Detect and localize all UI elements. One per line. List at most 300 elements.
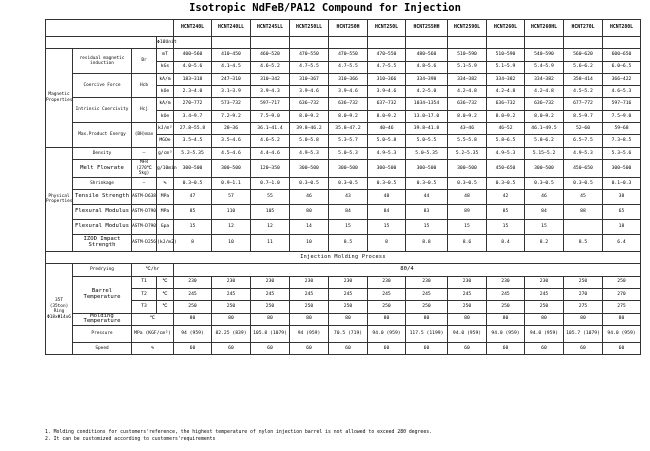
property-unit: ℃ (157, 276, 174, 288)
property-symbol: Hcb (132, 73, 157, 98)
value-cell: 4.2–5.0 (406, 86, 448, 98)
value-cell: 3.5–4.5 (174, 135, 212, 147)
value-cell: 250 (329, 301, 368, 313)
value-cell: 13.0–17.0 (406, 110, 448, 122)
value-cell: 5.8–6.5 (487, 135, 525, 147)
unit-blank-cell (448, 37, 487, 49)
value-cell: 85 (174, 205, 212, 220)
value-cell: 39.8–46.2 (290, 123, 329, 135)
value-cell: 410–450 (212, 49, 251, 61)
value-cell: 5.0–5.5 (406, 135, 448, 147)
grade-header: HCNT250L (368, 20, 406, 37)
value-cell: 8.6 (448, 235, 487, 252)
grade-header: HCNT240L (174, 20, 212, 37)
value-cell: 10 (212, 235, 251, 252)
property-name: IZOD Impact Strength (73, 235, 132, 252)
process-row (46, 288, 641, 300)
value-cell: 46 (525, 190, 564, 205)
value-cell: 12 (251, 220, 290, 235)
property-name: Max.Product Energy (73, 123, 132, 148)
process-row (46, 264, 641, 276)
value-cell: 15 (368, 220, 406, 235)
value-cell: 60 (406, 342, 448, 354)
unit-blank-cell (564, 37, 603, 49)
machine-label: 35T (35ton) Ring Φ18xΦ14x6 (46, 264, 73, 355)
value-cell: 60 (448, 342, 487, 354)
property-name: Coercive Force (73, 73, 132, 98)
value-cell: 8.0–9.2 (368, 110, 406, 122)
physical-row (46, 190, 641, 205)
value-cell: 80 (564, 313, 603, 325)
header-blank (46, 20, 174, 37)
property-symbol: Br (132, 49, 157, 74)
value-cell: 450–650 (487, 159, 525, 177)
value-cell: 18 (603, 220, 641, 235)
value-cell: 60 (251, 342, 290, 354)
value-cell: 470–550 (329, 49, 368, 61)
value-cell: 300–500 (448, 159, 487, 177)
value-cell: 88 (564, 205, 603, 220)
value-cell: 460–520 (251, 49, 290, 61)
value-cell: 60 (603, 342, 641, 354)
value-cell: 8.0–9.2 (487, 110, 525, 122)
unit-blank-cell (487, 37, 525, 49)
property-symbol: MFR (270℃ 5kg) (132, 159, 157, 177)
value-cell: 94.0 (959) (448, 325, 487, 342)
value-cell: 245 (525, 288, 564, 300)
value-cell: 3.9–4.6 (290, 86, 329, 98)
magnetic-row (46, 73, 641, 85)
value-cell: 40–46 (368, 123, 406, 135)
property-symbol: — (132, 147, 157, 159)
value-cell: 250 (406, 301, 448, 313)
value-cell: 4.4–4.6 (251, 147, 290, 159)
grade-header: HCNT240LL (212, 20, 251, 37)
value-cell: 5.2–5.35 (448, 147, 487, 159)
value-cell: 94.0 (959) (525, 325, 564, 342)
value-cell: 110 (212, 205, 251, 220)
physical-row (46, 235, 641, 252)
magnetic-row (46, 123, 641, 135)
process-header-row (46, 252, 641, 264)
value-cell: 8.5 (329, 235, 368, 252)
value-cell: 0.3–0.5 (525, 177, 564, 189)
grade-header: HCNT260L (487, 20, 525, 37)
value-cell: 5.0–5.8 (368, 135, 406, 147)
value-cell: 70.5 (719) (329, 325, 368, 342)
value-cell: 15 (487, 220, 525, 235)
value-cell: 36.1–41.4 (251, 123, 290, 135)
value-cell: 275 (564, 301, 603, 313)
property-symbol: (BH)max (132, 123, 157, 148)
property-unit: (kJ/m2) (157, 235, 174, 252)
property-symbol: ℃/hr (132, 264, 174, 276)
value-cell: 0.3–0.5 (406, 177, 448, 189)
property-symbol: T1 (132, 276, 157, 288)
process-header: Injection Molding Process (46, 252, 641, 264)
value-cell: 4.6–5.2 (251, 61, 290, 73)
value-cell: 0.9–1.1 (212, 177, 251, 189)
value-cell: 5.0–5.8 (290, 135, 329, 147)
property-unit: g/cm³ (157, 147, 174, 159)
value-cell: 48 (368, 190, 406, 205)
value-cell: 636–732 (487, 98, 525, 110)
value-cell: 60 (212, 342, 251, 354)
value-cell: 6.5–7.5 (564, 135, 603, 147)
value-cell: 83 (406, 205, 448, 220)
value-cell: 480–560 (406, 49, 448, 61)
value-cell: 300–500 (368, 159, 406, 177)
value-cell: 2.3–4.0 (174, 86, 212, 98)
value-cell: 8.0–9.2 (329, 110, 368, 122)
value-cell: 0.3–0.5 (290, 177, 329, 189)
value-cell: 0.3–0.5 (564, 177, 603, 189)
value-cell: 245 (251, 288, 290, 300)
property-symbol: Hcj (132, 98, 157, 123)
value-cell: 84 (525, 205, 564, 220)
value-cell: 7.5–9.0 (251, 110, 290, 122)
value-cell: 65 (603, 205, 641, 220)
magnetic-row (46, 49, 641, 61)
value-cell: 59–68 (603, 123, 641, 135)
process-row (46, 276, 641, 288)
physical-row (46, 177, 641, 189)
value-cell: 183–318 (174, 73, 212, 85)
document-title: Isotropic NdFeB/PA12 Compound for Injection (189, 2, 461, 14)
value-cell: 310–342 (251, 73, 290, 85)
value-cell: 4.2–4.8 (525, 86, 564, 98)
property-name: Melt Flowrate (73, 159, 132, 177)
value-cell: 82.25 (839) (212, 325, 251, 342)
property-unit: mT (157, 49, 174, 61)
value-cell: 245 (368, 288, 406, 300)
value-cell: 4.2–4.8 (487, 86, 525, 98)
property-unit: kJ/m³ (157, 123, 174, 135)
value-cell: 677–772 (564, 98, 603, 110)
value-cell: 5.5–5.8 (448, 135, 487, 147)
process-row (46, 301, 641, 313)
value-cell: 597–717 (251, 98, 290, 110)
value-cell: 105.8 (1079) (251, 325, 290, 342)
value-cell: 510–590 (487, 49, 525, 61)
value-cell: 57 (212, 190, 251, 205)
value-cell: 636–732 (290, 98, 329, 110)
spec-table-container (45, 19, 640, 355)
value-cell: 245 (487, 288, 525, 300)
value-cell: 8.0–9.2 (525, 110, 564, 122)
value-cell: 8.5–9.7 (564, 110, 603, 122)
value-cell: 510–590 (448, 49, 487, 61)
value-cell: 300–500 (174, 159, 212, 177)
value-cell: 44 (406, 190, 448, 205)
grade-header: HCNT270L (564, 20, 603, 37)
property-symbol: ASTM-D638 (132, 190, 157, 205)
category-physical: Physical Properties (46, 147, 73, 251)
value-cell: 4.5–5.2 (564, 86, 603, 98)
value-cell: 60 (174, 342, 212, 354)
property-name: Speed (73, 342, 132, 354)
property-unit: ℃ (157, 288, 174, 300)
value-cell: 4.9–5.3 (564, 147, 603, 159)
header-row (46, 20, 641, 37)
value-cell: 8 (174, 235, 212, 252)
value-cell: 5.2–5.35 (174, 147, 212, 159)
property-name: Flexural Modulus (73, 205, 132, 220)
value-cell: 450–650 (564, 159, 603, 177)
property-name: Shrinkage (73, 177, 132, 189)
value-cell: 6.0–6.5 (603, 61, 641, 73)
value-cell: 7.2–9.2 (212, 110, 251, 122)
value-cell: 80 (368, 313, 406, 325)
property-name: Intrinsic Coercivity (73, 98, 132, 123)
value-cell: 117.5 (1199) (406, 325, 448, 342)
value-cell: 250 (212, 301, 251, 313)
value-cell: 94 (959) (174, 325, 212, 342)
property-symbol: T3 (132, 301, 157, 313)
value-cell: 43–46 (448, 123, 487, 135)
property-unit: kGs (157, 61, 174, 73)
property-unit: MPa (157, 205, 174, 220)
value-cell: 94.0 (959) (603, 325, 641, 342)
value-cell: 250 (487, 301, 525, 313)
value-cell: 358–414 (564, 73, 603, 85)
property-name: Predrying (73, 264, 132, 276)
value-cell: 4.9–5.3 (290, 147, 329, 159)
property-symbol: — (132, 177, 157, 189)
merged-value: 80/4 (174, 264, 641, 276)
value-cell: 245 (329, 288, 368, 300)
value-cell: 637–732 (368, 98, 406, 110)
value-cell: 94 (959) (290, 325, 329, 342)
value-cell: 230 (406, 276, 448, 288)
property-unit: ℃ (157, 301, 174, 313)
value-cell: 46.1–49.5 (525, 123, 564, 135)
value-cell: 5.6–6.2 (564, 61, 603, 73)
value-cell: 80 (525, 313, 564, 325)
property-symbol: ℃ (132, 313, 174, 325)
value-cell: 85 (487, 205, 525, 220)
value-cell: 5.8–6.2 (525, 135, 564, 147)
property-name: Tensile Strength (73, 190, 132, 205)
value-cell: 80 (251, 313, 290, 325)
value-cell: 80 (174, 313, 212, 325)
property-unit: kA/m (157, 73, 174, 85)
value-cell: 35.8–47.2 (329, 123, 368, 135)
value-cell: 250 (603, 276, 641, 288)
value-cell: 60 (290, 342, 329, 354)
process-row (46, 325, 641, 342)
value-cell: 94.0 (959) (487, 325, 525, 342)
value-cell: 300–500 (329, 159, 368, 177)
physical-row (46, 159, 641, 177)
value-cell: 84 (368, 205, 406, 220)
value-cell: 38 (603, 190, 641, 205)
value-cell: 45 (564, 190, 603, 205)
value-cell: 15 (174, 220, 212, 235)
physical-row (46, 220, 641, 235)
value-cell: 636–732 (525, 98, 564, 110)
value-cell: 310–367 (290, 73, 329, 85)
value-cell: 0.3–0.5 (174, 177, 212, 189)
category-magnetic: Magnetic Properties (46, 49, 73, 147)
note-2: 2. It can be customized according to customers'requirements (45, 437, 216, 442)
value-cell: 4.7–5.5 (368, 61, 406, 73)
grade-header: HCNT280L (603, 20, 641, 37)
value-cell: 3.5–4.6 (212, 135, 251, 147)
value-cell: 275 (603, 301, 641, 313)
property-symbol: % (132, 342, 174, 354)
value-cell: 80 (406, 313, 448, 325)
unit-blank-cell (406, 37, 448, 49)
value-cell: 47 (174, 190, 212, 205)
grade-header: HCNT260HL (525, 20, 564, 37)
value-cell: 15 (525, 220, 564, 235)
spec-table (45, 19, 641, 355)
value-cell: 250 (174, 301, 212, 313)
value-cell: 15 (406, 220, 448, 235)
physical-row (46, 205, 641, 220)
value-cell: 310–366 (368, 73, 406, 85)
property-unit: MPa (157, 190, 174, 205)
value-cell: 60 (487, 342, 525, 354)
value-cell: 245 (448, 288, 487, 300)
value-cell: 230 (290, 276, 329, 288)
value-cell: 0.3–0.5 (329, 177, 368, 189)
value-cell: 560–620 (564, 49, 603, 61)
value-cell: 573–732 (212, 98, 251, 110)
value-cell: 8.0–9.2 (290, 110, 329, 122)
value-cell: 245 (290, 288, 329, 300)
value-cell: 80 (448, 313, 487, 325)
magnetic-row (46, 98, 641, 110)
value-cell: 48 (448, 190, 487, 205)
value-cell: 250 (368, 301, 406, 313)
property-unit: kOe (157, 110, 174, 122)
value-cell: 6.4 (603, 235, 641, 252)
value-cell: 540–590 (525, 49, 564, 61)
value-cell: 80 (487, 313, 525, 325)
value-cell: 39.8–41.8 (406, 123, 448, 135)
value-cell: 250 (290, 301, 329, 313)
property-name: Flexural Modulus (73, 220, 132, 235)
unit-blank-cell (251, 37, 290, 49)
grade-header: HCNT250H (329, 20, 368, 37)
value-cell: 334–382 (448, 73, 487, 85)
property-unit: Gpa (157, 220, 174, 235)
process-row (46, 342, 641, 354)
value-cell: 600–650 (603, 49, 641, 61)
value-cell: 60 (368, 342, 406, 354)
value-cell: 3.9–4.6 (329, 86, 368, 98)
value-cell: 247–310 (212, 73, 251, 85)
property-name: residual magnetic induction (73, 49, 132, 74)
value-cell: 8.4 (487, 235, 525, 252)
value-cell: 636–732 (329, 98, 368, 110)
value-cell: 230 (251, 276, 290, 288)
value-cell: 245 (212, 288, 251, 300)
value-cell: 5.3–5.6 (603, 147, 641, 159)
value-cell: 334–382 (525, 73, 564, 85)
value-cell: 5.3–5.7 (329, 135, 368, 147)
property-unit: kOe (157, 86, 174, 98)
value-cell: 4.9–5.3 (368, 147, 406, 159)
value-cell: 4.8–5.6 (406, 61, 448, 73)
value-cell: 5.1–5.9 (448, 61, 487, 73)
value-cell: 4.5–4.6 (212, 147, 251, 159)
value-cell: 300–500 (290, 159, 329, 177)
property-symbol: ASTM-D256 (132, 235, 157, 252)
value-cell: 8.0–9.2 (448, 110, 487, 122)
value-cell: 250 (564, 276, 603, 288)
value-cell: 15 (448, 220, 487, 235)
unit-blank-cell (329, 37, 368, 49)
property-name: Molding Temperature (73, 313, 132, 325)
process-row (46, 313, 641, 325)
value-cell: 334–398 (406, 73, 448, 85)
unit-blank-cell (368, 37, 406, 49)
property-unit: g/10min (157, 159, 174, 177)
unit-blank-cell (525, 37, 564, 49)
property-symbol: T2 (132, 288, 157, 300)
value-cell: 0.3–0.5 (368, 177, 406, 189)
value-cell: 597–716 (603, 98, 641, 110)
value-cell: 27.8–55.8 (174, 123, 212, 135)
value-cell: 28–36 (212, 123, 251, 135)
value-cell: 7.5–9.0 (603, 110, 641, 122)
value-cell: 3.9–4.3 (251, 86, 290, 98)
value-cell: 52–60 (564, 123, 603, 135)
value-cell: 105.7 (1079) (564, 325, 603, 342)
value-cell: 60 (329, 342, 368, 354)
value-cell: 0.7–1.0 (251, 177, 290, 189)
grade-header: HCNT250LL (290, 20, 329, 37)
value-cell: 245 (406, 288, 448, 300)
value-cell: 8.8 (406, 235, 448, 252)
value-cell: 46–52 (487, 123, 525, 135)
value-cell: 4.9–5.3 (487, 147, 525, 159)
value-cell: 80 (603, 313, 641, 325)
value-cell: 230 (487, 276, 525, 288)
value-cell: 230 (448, 276, 487, 288)
value-cell: 120–350 (251, 159, 290, 177)
value-cell: 4.0–5.6 (174, 61, 212, 73)
value-cell: 3.9–4.6 (368, 86, 406, 98)
property-name: Density (73, 147, 132, 159)
value-cell: 270 (603, 288, 641, 300)
value-cell: 43 (329, 190, 368, 205)
value-cell: 94.0 (959) (368, 325, 406, 342)
value-cell: 11 (251, 235, 290, 252)
value-cell: 80 (329, 313, 368, 325)
value-cell: 0.3–0.5 (448, 177, 487, 189)
value-cell: 300–500 (406, 159, 448, 177)
unit-row (46, 37, 641, 49)
value-cell: 4.7–5.5 (329, 61, 368, 73)
value-cell: 3.4–9.7 (174, 110, 212, 122)
value-cell: 5.1–5.9 (487, 61, 525, 73)
value-cell: 300–500 (525, 159, 564, 177)
value-cell: 8 (368, 235, 406, 252)
value-cell: 4.6–5.2 (251, 135, 290, 147)
grade-header: HCNT255HH (406, 20, 448, 37)
value-cell: 55 (251, 190, 290, 205)
value-cell: 270 (564, 288, 603, 300)
value-cell: 84 (329, 205, 368, 220)
value-cell: 230 (212, 276, 251, 288)
value-cell: 7.3–8.5 (603, 135, 641, 147)
value-cell: 310–366 (329, 73, 368, 85)
value-cell: 470–550 (368, 49, 406, 61)
